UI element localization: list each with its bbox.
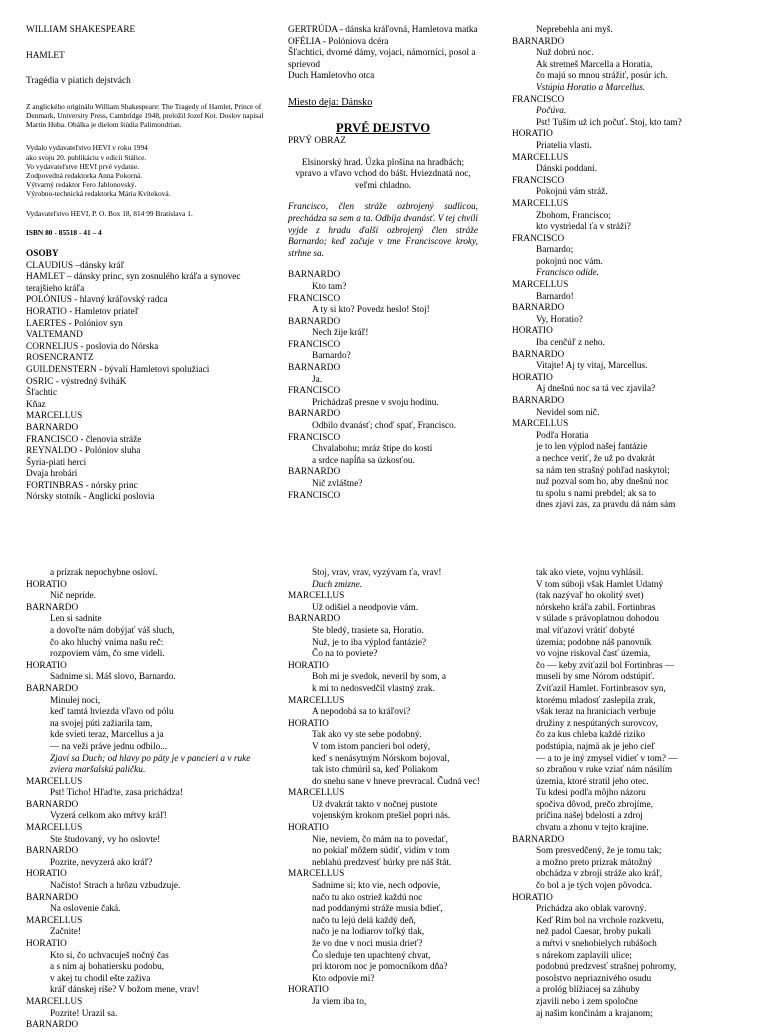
dialogue-line: obchádza v zbroji stráže ako kráľ, bbox=[536, 869, 663, 880]
source-note: Z anglického originálu William Shakespeare: The Tragedy of Hamlet, Prince of Denmark, University Press, Cambridge 1948, preložil Jozef Kot. Doslov napísal Martin Huba. Obálka je dielom štúdia Palimondrian. bbox=[26, 101, 264, 130]
person-entry: Kňaz bbox=[26, 399, 46, 410]
dialogue-line: Neprebehla ani myš. bbox=[536, 25, 613, 35]
speaker-name: BARNARDO bbox=[26, 892, 79, 903]
scene-heading: PRVÝ OBRAZ bbox=[288, 135, 346, 146]
stage-direction: Počúva. bbox=[536, 106, 567, 117]
person-entry: POLÓNIUS - hlavný kráľovský radca bbox=[26, 295, 168, 306]
dialogue-line: kde svieti teraz, Marcellus a ja bbox=[50, 730, 164, 741]
dialogue-line: Zvíťazil Hamlet. Fortinbrasov syn, bbox=[536, 683, 666, 694]
dialogue-line: pokojnú noc vám. bbox=[536, 256, 603, 267]
dialogue-line: je to len výplod našej fantázie bbox=[536, 442, 648, 453]
dialogue-line: Tak ako vy ste sebe podobný. bbox=[312, 730, 422, 741]
dialogue-line: Nevidel som nič. bbox=[536, 407, 600, 418]
speaker-name: MARCELLUS bbox=[288, 695, 345, 706]
dialogue-line: ktorému mladosť zaslepila zrak, bbox=[536, 695, 656, 706]
dialogue-line: Pokojnú vám stráž. bbox=[536, 187, 608, 198]
dialogue-line: Nie, neviem, čo mám na to povedať, bbox=[312, 834, 448, 845]
speaker-name: HORATIO bbox=[288, 985, 329, 996]
book-subtitle: Tragédia v piatich dejstvách bbox=[26, 76, 131, 87]
dialogue-line: Podľa Horatia bbox=[536, 430, 589, 441]
publisher-info bbox=[26, 143, 266, 198]
dialogue-line: nuž pozval som ho, aby dnešnú noc bbox=[536, 477, 669, 488]
dialogue-line: mal víťazovi vrátiť dobyté bbox=[536, 625, 635, 636]
speaker-name: HORATIO bbox=[26, 660, 67, 671]
speaker-name: FRANCISCO bbox=[288, 293, 341, 304]
publisher-address: Vydavateľstvo HEVI, P. O. Box 18, 814 99 Bratislava 1. bbox=[26, 208, 193, 218]
publisher-line: ako svoju 20. publikáciu v edícii Stálice. bbox=[26, 152, 147, 162]
front-matter-column bbox=[26, 25, 266, 504]
dialogue-line: Ste bledý, trasiete sa, Horatio. bbox=[312, 625, 424, 636]
dialogue-line: Boh mi je svedok, neveril by som, a bbox=[312, 672, 447, 683]
dialogue-column bbox=[512, 568, 702, 1020]
dialogue-line: a s ním aj bohatiersku podobu, bbox=[50, 962, 165, 973]
publisher-line: Vydalo vydavateľstvo HEVI v roku 1994 bbox=[26, 143, 148, 153]
dialogue-line: so zbraňou v ruke vziať nám násilím bbox=[536, 765, 673, 776]
speaker-name: BARNARDO bbox=[512, 396, 565, 406]
person-entry: CORNELIUS - poslovia do Nórska bbox=[26, 341, 159, 352]
person-entry: HORATIO - Hamletov priateľ bbox=[26, 306, 139, 317]
author: WILLIAM SHAKESPEARE bbox=[26, 25, 136, 35]
dialogue-line: Nič nepríde. bbox=[50, 591, 96, 602]
dialogue-column bbox=[26, 568, 261, 1032]
dialogue-line: a nechce veriť, že už po dvakrát bbox=[536, 453, 655, 464]
person-entry: GUILDENSTERN - bývalí Hamletovi spolužiaci bbox=[26, 364, 210, 375]
speaker-name: HORATIO bbox=[288, 660, 329, 671]
person-entry: OSRIC - výstredný šviháK bbox=[26, 376, 127, 387]
stage-direction: Francisco, člen stráže ozbrojený sudlicou, prechádza sa sem a ta. Odbíja dvanásť. V tej chvíli vyjde z hradu ďalší ozbrojený člen stráže Barnardo; keď začuje v tme Franciscove kroky, strhne sa. bbox=[288, 202, 478, 259]
dialogue-line: Barnardo; bbox=[536, 245, 574, 256]
dialogue-line: Priatelia vlasti. bbox=[536, 140, 592, 151]
dialogue-line: vo vojne riskoval časť územia, bbox=[536, 649, 651, 660]
speaker-name: HORATIO bbox=[512, 372, 553, 383]
speaker-name: BARNARDO bbox=[26, 846, 79, 857]
person-entry: OFÉLIA - Polóniova dcéra bbox=[288, 36, 389, 47]
person-entry: CLAUDIUS –dánsky kráľ bbox=[26, 260, 125, 271]
dialogue-line: a dovoľte nám dobýjať váš sluch, bbox=[50, 625, 175, 636]
dialogue-line: Nech žije kráľ! bbox=[312, 328, 369, 339]
dialogue-line: čo ako hluchý vníma našu reč: bbox=[50, 637, 164, 648]
speaker-name: BARNARDO bbox=[512, 36, 565, 47]
speaker-name: BARNARDO bbox=[512, 834, 565, 845]
dialogue-line: nad poddanými stráže musia bdieť, bbox=[312, 904, 443, 915]
dialogue-line: v akej tu chodil ešte zaživa bbox=[50, 973, 151, 984]
dialogue-line: Aj dnešnú noc sa tá vec zjavila? bbox=[536, 384, 656, 395]
dialogue-line: sa nám ten strašný pohľad naskytol; bbox=[536, 465, 670, 476]
dialogue-line: Minulej noci, bbox=[50, 695, 101, 706]
speaker-name: HORATIO bbox=[512, 892, 553, 903]
dialogue-line: aj našim končinám a krajanom; bbox=[536, 1008, 653, 1019]
dialogue-line: Na oslovenie čaká. bbox=[50, 904, 121, 915]
dialogue-line: Vitajte! Aj ty vitaj, Marcellus. bbox=[536, 361, 648, 372]
act-opening-column bbox=[288, 25, 478, 502]
dialogue-line: chvatu a zhonu v tejto krajine. bbox=[536, 823, 649, 834]
dialogue-line: Stoj, vrav, vrav, vyzývam ťa, vrav! bbox=[312, 568, 442, 578]
publisher-line: Výtvarný redaktor Fero Jablonovský. bbox=[26, 180, 137, 190]
person-entry: Šyria-piati herci bbox=[26, 457, 87, 468]
dialogue-line: Prichádzaš presne v svoju hodinu. bbox=[312, 397, 439, 408]
person-entry: Dvaja hrobári bbox=[26, 469, 78, 480]
place-of-action: Miesto deja: Dánsko bbox=[288, 96, 373, 108]
dialogue-line: tak ako viete, vojnu vyhlásil. bbox=[536, 568, 644, 578]
person-entry: FRANCISCO - členovia stráže bbox=[26, 434, 142, 445]
dialogue-line: V tom súboji však Hamlet Udatný bbox=[536, 579, 664, 590]
dialogue-line: Pst! Ticho! Hľaďte, zasa prichádza! bbox=[50, 788, 183, 799]
persons-list bbox=[26, 261, 266, 504]
dialogue-line: načo tu ako ostriež každú noc bbox=[312, 892, 423, 903]
person-entry: BARNARDO bbox=[26, 422, 79, 433]
person-entry: LAERTES - Polóniov syn bbox=[26, 318, 123, 329]
isbn: ISBN 80 - 85518 - 41 – 4 bbox=[26, 227, 102, 237]
speaker-name: BARNARDO bbox=[288, 409, 341, 420]
speaker-name: MARCELLUS bbox=[26, 823, 83, 834]
dialogue-line: podobnú predzvesť strašnej pohromy, bbox=[536, 962, 677, 973]
publisher-line: Zodpovedná redaktorka Anna Pokorná. bbox=[26, 171, 143, 180]
dialogue-line: zjavili nebo i zem spoločne bbox=[536, 996, 638, 1007]
dialogue-line: tu spolu s nami prebdel; ak sa to bbox=[536, 488, 657, 499]
dialogue-line: V tom istom pancieri bol odetý, bbox=[312, 741, 431, 752]
speaker-name: FRANCISCO bbox=[512, 175, 565, 186]
dialogue-line: Už odišiel a neodpovie vám. bbox=[312, 602, 419, 613]
dialogue-line: dnes zjaví zas, za pravdu dá nám sám bbox=[536, 500, 676, 511]
speaker-name: HORATIO bbox=[288, 823, 329, 834]
dialogue-line: na svojej púti zažiarila tam, bbox=[50, 718, 153, 729]
dialogue-line: Chvalabohu; mráz štípe do kostí bbox=[312, 444, 433, 455]
dialogue-line: Tu kdesi podľa môjho názoru bbox=[536, 788, 646, 799]
dialogue-column bbox=[512, 25, 752, 512]
dialogue-line: Pst! Tuším už ich počuť. Stoj, kto tam? bbox=[536, 117, 682, 128]
person-entry: ROSENCRANTZ bbox=[26, 353, 94, 364]
dialogue-line: a prológ blížiacej sa záhuby bbox=[536, 985, 640, 996]
speaker-name: FRANCISCO bbox=[512, 233, 565, 244]
dialogue-line: Dánski poddaní. bbox=[536, 164, 597, 175]
speaker-name: HORATIO bbox=[26, 869, 67, 880]
dialogue-line: však teraz na hraniciach verbuje bbox=[536, 707, 656, 718]
speaker-name: HORATIO bbox=[288, 718, 329, 729]
scene-setting: Elsinorský hrad. Úzka plošina na hradbách; vpravo a vľavo vchod do bášt. Hviezdnatá noc, veľmi chladno. bbox=[295, 157, 471, 191]
dialogue-line: načo tu lejú delá každý deň, bbox=[312, 915, 416, 926]
speaker-name: MARCELLUS bbox=[512, 419, 569, 430]
dialogue-block bbox=[288, 270, 478, 502]
speaker-name: BARNARDO bbox=[26, 1020, 79, 1031]
dialogue-line: Prichádza ako oblak varovný. bbox=[536, 904, 647, 915]
dialogue-line: načo je na lodiarov toľký tlak, bbox=[312, 927, 425, 938]
dialogue-line: Iba cenčúľ z neho. bbox=[536, 338, 605, 349]
dialogue-line: Vy, Horatio? bbox=[536, 314, 583, 325]
dialogue-line: a srdce napĺňa sa úzkosťou. bbox=[312, 455, 415, 466]
dialogue-line: museli by sme Nórom odstúpiť. bbox=[536, 672, 655, 683]
speaker-name: MARCELLUS bbox=[288, 788, 345, 799]
dialogue-line: Vyzerá celkom ako mŕtvy kráľ! bbox=[50, 811, 167, 822]
dialogue-line: Pozrite! Urazil sa. bbox=[50, 1008, 118, 1019]
dialogue-line: a mŕtvi v snehobielych rubášoch bbox=[536, 939, 657, 949]
dialogue-line: Začnite! bbox=[50, 927, 81, 938]
dialogue-line: Kto odpovie mi? bbox=[312, 973, 375, 984]
dialogue-line: A ty si kto? Povedz heslo! Stoj! bbox=[312, 305, 430, 316]
dialogue-line: nórskeho kráľa zabil. Fortinbras bbox=[536, 602, 656, 613]
dialogue-line: Odbilo dvanásť; choď spať, Francisco. bbox=[312, 421, 457, 432]
dialogue-line: Už dvakrát takto v nočnej pustote bbox=[312, 799, 438, 810]
dialogue-line: Ste študovaný, vy ho oslovte! bbox=[50, 834, 161, 845]
dialogue-line: že vo dne v noci musia drieť? bbox=[312, 939, 423, 949]
speaker-name: BARNARDO bbox=[512, 349, 565, 360]
speaker-name: BARNARDO bbox=[288, 467, 341, 478]
dialogue-line: čo za kus chleba každé riziko bbox=[536, 730, 646, 741]
dialogue-line: Sadnime si. Máš slovo, Barnardo. bbox=[50, 672, 176, 683]
speaker-name: MARCELLUS bbox=[26, 915, 83, 926]
person-entry: Šľachtic bbox=[26, 388, 58, 399]
dialogue-line: pri ktorom noc je pomocníkom dňa? bbox=[312, 962, 448, 973]
dialogue-line: čo — keby zvíťazil bol Fortinbras — bbox=[536, 660, 675, 671]
publisher-line: Vo vydavateľstve HEVI prvé vydanie. bbox=[26, 161, 140, 171]
dialogue-line: Kto si, čo uchvacuješ nočný čas bbox=[50, 950, 169, 961]
speaker-name: FRANCISCO bbox=[288, 386, 341, 397]
dialogue-line: podstúpia, najmä ak je jeho cieľ bbox=[536, 741, 655, 752]
dialogue-line: a možno preto prízrak mátožný bbox=[536, 857, 653, 868]
person-entry: MARCELLUS bbox=[26, 411, 83, 422]
dialogue-line: Sadnime si; kto vie, nech odpovie, bbox=[312, 881, 441, 892]
stage-direction: Duch zmizne. bbox=[312, 579, 363, 590]
dialogue-line: Zbohom, Francisco; bbox=[536, 210, 611, 221]
dialogue-line: keď tamtá hviezda vľavo od pólu bbox=[50, 707, 174, 718]
speaker-name: MARCELLUS bbox=[288, 869, 345, 880]
speaker-name: HORATIO bbox=[26, 579, 67, 590]
speaker-name: BARNARDO bbox=[26, 799, 79, 810]
speaker-name: MARCELLUS bbox=[26, 776, 83, 787]
person-entry: GERTRÚDA - dánska kráľovná, Hamletova matka bbox=[288, 25, 478, 35]
dialogue-line: — na veži práve jednu odbilo... bbox=[50, 741, 168, 752]
dialogue-line: kráľ dánskej ríše? V božom mene, vrav! bbox=[50, 985, 200, 996]
dialogue-line: neblahú predzvesť búrky pre náš štát. bbox=[312, 857, 452, 868]
dialogue-line: k mi to nedosvedčil vlastný zrak. bbox=[312, 683, 435, 694]
persons-heading: OSOBY bbox=[26, 249, 59, 260]
dialogue-line: Čo na to poviete? bbox=[312, 649, 378, 660]
dialogue-line: no pokiaľ môžem súdiť, vidím v tom bbox=[312, 846, 450, 857]
dialogue-line: Načisto! Strach a hrôzu vzbudzuje. bbox=[50, 881, 181, 892]
speaker-name: BARNARDO bbox=[288, 270, 341, 281]
dialogue-line: Ja viem iba to, bbox=[312, 996, 367, 1007]
dialogue-line: do snehu sane v hneve prevracal. Čudná vec! bbox=[312, 776, 480, 787]
dialogue-line: vojenským krokom prešiel popri nás. bbox=[312, 811, 451, 822]
speaker-name: BARNARDO bbox=[288, 316, 341, 327]
dialogue-line: družiny z nespútaných surovcov, bbox=[536, 718, 658, 729]
person-entry: HAMLET – dánsky princ, syn zosnulého kráľa a synovec terajšieho kráľa bbox=[26, 272, 241, 294]
person-entry: FORTINBRAS - nórsky princ bbox=[26, 480, 138, 491]
dialogue-line: kto vystriedal ťa v stráži? bbox=[536, 222, 631, 233]
speaker-name: HORATIO bbox=[512, 326, 553, 337]
stage-direction: Francisco odíde. bbox=[536, 268, 599, 279]
dialogue-line: príčina našej bdelosti a zdroj bbox=[536, 811, 643, 822]
speaker-name: MARCELLUS bbox=[288, 591, 345, 602]
dialogue-line: územia, ktoré stratil jeho otec. bbox=[536, 776, 649, 787]
dialogue-line: než padol Caesar, hroby pukali bbox=[536, 927, 652, 938]
dialogue-line: Ak stretneš Marcella a Horatia, bbox=[536, 59, 653, 70]
dialogue-line: územia; podobne náš panovník bbox=[536, 637, 652, 648]
dialogue-line: Nič zvláštne? bbox=[312, 479, 363, 489]
dialogue-line: a prízrak nepochybne osloví. bbox=[50, 568, 158, 578]
person-entry: Nórsky stotník - Anglickí poslovia bbox=[26, 492, 155, 503]
dialogue-column bbox=[288, 568, 480, 1009]
speaker-name: MARCELLUS bbox=[512, 280, 569, 291]
stage-direction: Vstúpia Horatio a Marcellus. bbox=[536, 82, 646, 93]
dialogue-line: Nuž dobrú noc. bbox=[536, 48, 594, 59]
act-heading: PRVÉ DEJSTVO bbox=[335, 120, 431, 135]
speaker-name: HORATIO bbox=[26, 939, 67, 949]
dialogue-line: Ja. bbox=[312, 374, 323, 385]
dialogue-line: Som presvedčený, že je tomu tak; bbox=[536, 846, 662, 857]
person-entry: REYNALDO - Polóniov sluha bbox=[26, 446, 141, 457]
dialogue-line: čo bol a je tých vojen pôvodca. bbox=[536, 881, 652, 892]
speaker-name: FRANCISCO bbox=[512, 94, 565, 105]
dialogue-line: (tak nazývaľ ho okolitý svet) bbox=[536, 591, 644, 602]
dialogue-line: Nuž, je to iba výplod fantázie? bbox=[312, 637, 427, 648]
publisher-line: Výrobno-technická redaktorka Mária Kvíteková. bbox=[26, 189, 171, 199]
dialogue-line: Čo sleduje ten upachtený chvat, bbox=[312, 950, 431, 961]
dialogue-line: Barnardo! bbox=[536, 291, 574, 302]
speaker-name: MARCELLUS bbox=[26, 996, 83, 1007]
speaker-name: FRANCISCO bbox=[288, 339, 341, 350]
person-entry: Duch Hamletovho otca bbox=[288, 71, 375, 82]
dialogue-line: v súlade s právoplatnou dohodou bbox=[536, 614, 659, 625]
dialogue-line: Kto tam? bbox=[312, 281, 347, 292]
speaker-name: BARNARDO bbox=[288, 363, 341, 374]
speaker-name: FRANCISCO bbox=[288, 432, 341, 443]
book-title: HAMLET bbox=[26, 50, 65, 61]
dialogue-line: keď s nenásytným Nórskom bojoval, bbox=[312, 753, 450, 764]
dialogue-line: posolstvo nepriaznivého osudu bbox=[536, 973, 652, 984]
dialogue-line: — a to je iný zmysel vidieť v tom? — bbox=[536, 753, 678, 764]
dialogue-line: s nárekom zaplavili ulice; bbox=[536, 950, 632, 961]
speaker-name: FRANCISCO bbox=[288, 490, 341, 501]
stage-direction: Zjaví sa Duch; od hlavy po päty je v pancieri a v ruke zviera maršalskú paličku. bbox=[50, 753, 251, 776]
dialogue-line: čo majú so mnou strážiť, posúr ich. bbox=[536, 71, 668, 82]
dialogue-line: A nepodobá sa to kráľovi? bbox=[312, 707, 411, 718]
person-entry: VALTEMAND bbox=[26, 330, 83, 341]
speaker-name: BARNARDO bbox=[26, 602, 79, 613]
dialogue-line: Pozrite, nevyzerá ako kráľ? bbox=[50, 857, 153, 868]
speaker-name: MARCELLUS bbox=[512, 152, 569, 163]
dialogue-line: tak isto chmúril sa, keď Poliakom bbox=[312, 765, 438, 776]
dialogue-line: rozpoviem vám, čo sme videli. bbox=[50, 649, 165, 660]
speaker-name: BARNARDO bbox=[288, 614, 341, 625]
dialogue-line: spočíva dôvod, prečo zbrojíme, bbox=[536, 799, 653, 810]
dialogue-line: Keď Rím bol na vrchole rozkvetu, bbox=[536, 915, 664, 926]
speaker-name: BARNARDO bbox=[26, 683, 79, 694]
speaker-name: HORATIO bbox=[512, 129, 553, 140]
dialogue-line: Len si sadnite bbox=[50, 614, 102, 625]
speaker-name: BARNARDO bbox=[512, 303, 565, 314]
speaker-name: MARCELLUS bbox=[512, 198, 569, 209]
dialogue-line: Barnardo? bbox=[312, 351, 351, 362]
person-entry: Šľachtici, dvorné dámy, vojaci, námorníci, posol a sprievod bbox=[288, 48, 476, 70]
